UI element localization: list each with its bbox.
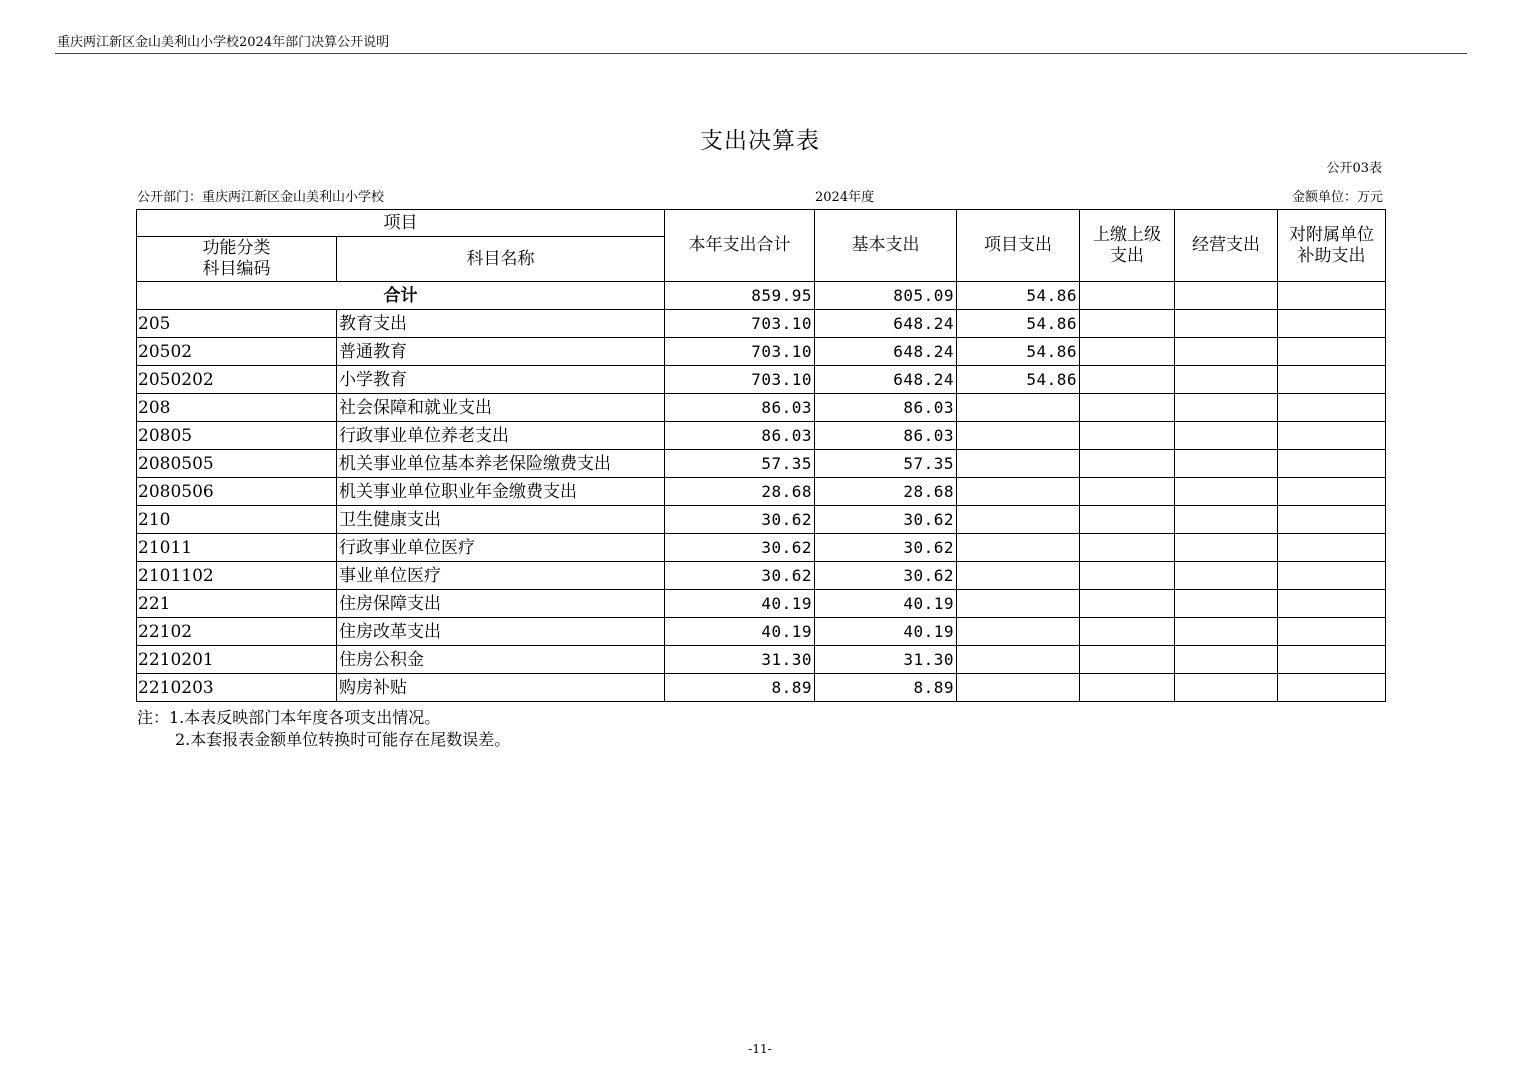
cell-basic: 648.24: [815, 310, 957, 338]
header-code: 功能分类 科目编码: [137, 237, 337, 282]
cell-total: 703.10: [665, 310, 815, 338]
header-divider: [55, 53, 1467, 54]
table-notes: [137, 707, 510, 751]
table-row: [137, 338, 1386, 366]
cell-business: [1175, 338, 1278, 366]
amount-unit-label: 金额单位：万元: [1291, 190, 1383, 205]
cell-code: 210: [137, 506, 337, 534]
table-row: [137, 506, 1386, 534]
cell-name: 卫生健康支出: [337, 506, 665, 534]
cell-project: [957, 674, 1080, 702]
total-subsidy: [1278, 282, 1386, 310]
cell-subsidy: [1278, 618, 1386, 646]
cell-higher: [1080, 534, 1175, 562]
total-row: [137, 282, 1386, 310]
cell-higher: [1080, 590, 1175, 618]
cell-basic: 40.19: [815, 618, 957, 646]
cell-project: 54.86: [957, 366, 1080, 394]
table-meta-row: [137, 186, 1383, 206]
table-row: [137, 618, 1386, 646]
cell-total: 30.62: [665, 562, 815, 590]
table-row: [137, 562, 1386, 590]
table-row: [137, 422, 1386, 450]
cell-code: 2080506: [137, 478, 337, 506]
cell-business: [1175, 366, 1278, 394]
cell-total: 28.68: [665, 478, 815, 506]
cell-subsidy: [1278, 422, 1386, 450]
cell-subsidy: [1278, 394, 1386, 422]
header-basic: 基本支出: [815, 210, 957, 282]
cell-business: [1175, 534, 1278, 562]
cell-business: [1175, 394, 1278, 422]
total-project: 54.86: [957, 282, 1080, 310]
cell-name: 社会保障和就业支出: [337, 394, 665, 422]
cell-basic: 28.68: [815, 478, 957, 506]
cell-subsidy: [1278, 338, 1386, 366]
header-business: 经营支出: [1175, 210, 1278, 282]
cell-basic: 30.62: [815, 506, 957, 534]
page-number: -11-: [748, 1042, 772, 1056]
cell-basic: 86.03: [815, 422, 957, 450]
cell-total: 57.35: [665, 450, 815, 478]
total-label: 合计: [137, 282, 665, 310]
cell-project: 54.86: [957, 338, 1080, 366]
cell-higher: [1080, 394, 1175, 422]
cell-total: 703.10: [665, 338, 815, 366]
cell-higher: [1080, 646, 1175, 674]
cell-name: 住房公积金: [337, 646, 665, 674]
cell-code: 22102: [137, 618, 337, 646]
cell-business: [1175, 450, 1278, 478]
cell-higher: [1080, 366, 1175, 394]
header-higher: 上缴上级 支出: [1080, 210, 1175, 282]
cell-project: [957, 450, 1080, 478]
cell-name: 小学教育: [337, 366, 665, 394]
cell-subsidy: [1278, 562, 1386, 590]
cell-code: 2080505: [137, 450, 337, 478]
cell-total: 86.03: [665, 422, 815, 450]
cell-code: 20502: [137, 338, 337, 366]
header-total: 本年支出合计: [665, 210, 815, 282]
cell-total: 703.10: [665, 366, 815, 394]
cell-higher: [1080, 310, 1175, 338]
cell-subsidy: [1278, 310, 1386, 338]
cell-project: [957, 562, 1080, 590]
cell-name: 购房补贴: [337, 674, 665, 702]
cell-total: 30.62: [665, 534, 815, 562]
header-project: 项目支出: [957, 210, 1080, 282]
table-row: [137, 366, 1386, 394]
cell-subsidy: [1278, 478, 1386, 506]
cell-name: 教育支出: [337, 310, 665, 338]
cell-project: [957, 478, 1080, 506]
cell-total: 30.62: [665, 506, 815, 534]
cell-higher: [1080, 506, 1175, 534]
cell-project: [957, 590, 1080, 618]
document-title: 支出决算表: [700, 128, 820, 154]
cell-business: [1175, 562, 1278, 590]
cell-name: 机关事业单位职业年金缴费支出: [337, 478, 665, 506]
cell-basic: 648.24: [815, 366, 957, 394]
table-row: [137, 394, 1386, 422]
cell-code: 20805: [137, 422, 337, 450]
cell-business: [1175, 478, 1278, 506]
cell-subsidy: [1278, 506, 1386, 534]
cell-total: 40.19: [665, 590, 815, 618]
cell-business: [1175, 590, 1278, 618]
cell-higher: [1080, 338, 1175, 366]
cell-business: [1175, 310, 1278, 338]
cell-name: 行政事业单位养老支出: [337, 422, 665, 450]
cell-code: 21011: [137, 534, 337, 562]
department-label: 公开部门：重庆两江新区金山美利山小学校: [137, 190, 385, 205]
cell-code: 2210201: [137, 646, 337, 674]
table-row: [137, 450, 1386, 478]
cell-subsidy: [1278, 450, 1386, 478]
cell-basic: 86.03: [815, 394, 957, 422]
cell-code: 221: [137, 590, 337, 618]
cell-project: [957, 394, 1080, 422]
cell-name: 住房改革支出: [337, 618, 665, 646]
form-code: 公开03表: [1326, 161, 1382, 176]
header-item: 项目: [137, 210, 665, 237]
cell-code: 2101102: [137, 562, 337, 590]
header-subsidy: 对附属单位 补助支出: [1278, 210, 1386, 282]
cell-basic: 30.62: [815, 534, 957, 562]
table-row: [137, 674, 1386, 702]
cell-basic: 30.62: [815, 562, 957, 590]
cell-basic: 31.30: [815, 646, 957, 674]
cell-total: 86.03: [665, 394, 815, 422]
cell-subsidy: [1278, 646, 1386, 674]
cell-project: [957, 618, 1080, 646]
cell-higher: [1080, 674, 1175, 702]
cell-business: [1175, 674, 1278, 702]
cell-name: 普通教育: [337, 338, 665, 366]
cell-business: [1175, 422, 1278, 450]
cell-name: 事业单位医疗: [337, 562, 665, 590]
cell-higher: [1080, 450, 1175, 478]
cell-total: 8.89: [665, 674, 815, 702]
cell-total: 31.30: [665, 646, 815, 674]
cell-business: [1175, 618, 1278, 646]
cell-higher: [1080, 422, 1175, 450]
cell-name: 机关事业单位基本养老保险缴费支出: [337, 450, 665, 478]
cell-code: 2050202: [137, 366, 337, 394]
total-amount: 859.95: [665, 282, 815, 310]
cell-project: [957, 506, 1080, 534]
table-row: [137, 310, 1386, 338]
cell-total: 40.19: [665, 618, 815, 646]
cell-project: 54.86: [957, 310, 1080, 338]
total-business: [1175, 282, 1278, 310]
total-basic: 805.09: [815, 282, 957, 310]
cell-code: 2210203: [137, 674, 337, 702]
cell-name: 行政事业单位医疗: [337, 534, 665, 562]
running-header-title: 重庆两江新区金山美利山小学校2024年部门决算公开说明: [57, 35, 390, 50]
cell-name: 住房保障支出: [337, 590, 665, 618]
cell-subsidy: [1278, 674, 1386, 702]
cell-code: 208: [137, 394, 337, 422]
cell-basic: 40.19: [815, 590, 957, 618]
cell-project: [957, 534, 1080, 562]
cell-business: [1175, 506, 1278, 534]
cell-higher: [1080, 478, 1175, 506]
note-line-2: 2.本套报表金额单位转换时可能存在尾数误差。: [175, 730, 511, 749]
note-line-1: 注：1.本表反映部门本年度各项支出情况。: [137, 708, 441, 727]
cell-higher: [1080, 618, 1175, 646]
cell-basic: 57.35: [815, 450, 957, 478]
cell-basic: 648.24: [815, 338, 957, 366]
expenditure-table: [136, 209, 1386, 702]
cell-subsidy: [1278, 366, 1386, 394]
cell-code: 205: [137, 310, 337, 338]
table-row: [137, 590, 1386, 618]
cell-business: [1175, 646, 1278, 674]
header-name: 科目名称: [337, 237, 665, 282]
cell-project: [957, 646, 1080, 674]
table-row: [137, 646, 1386, 674]
total-higher: [1080, 282, 1175, 310]
fiscal-year-label: 2024年度: [815, 190, 875, 205]
table-row: [137, 534, 1386, 562]
cell-project: [957, 422, 1080, 450]
cell-basic: 8.89: [815, 674, 957, 702]
cell-subsidy: [1278, 590, 1386, 618]
cell-subsidy: [1278, 534, 1386, 562]
cell-higher: [1080, 562, 1175, 590]
table-row: [137, 478, 1386, 506]
